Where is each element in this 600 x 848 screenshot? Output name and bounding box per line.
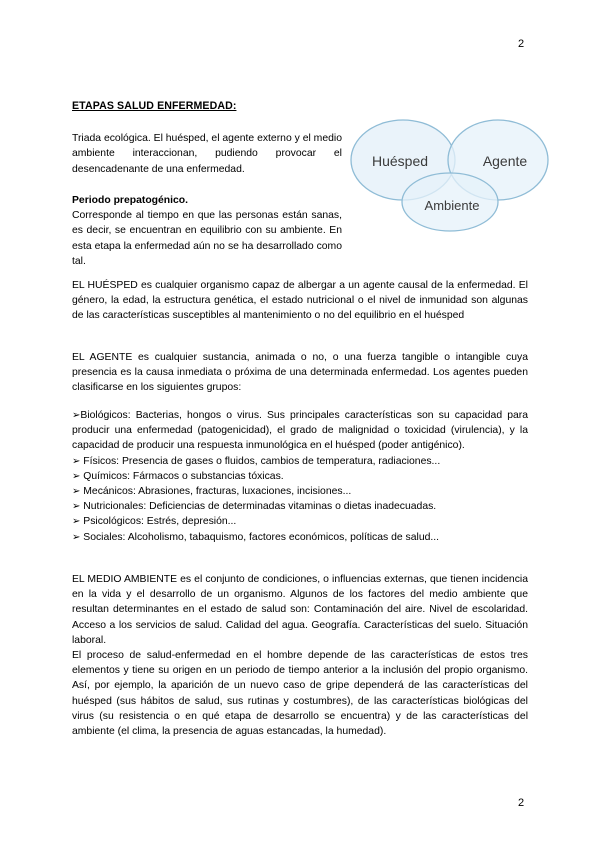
section-title: ETAPAS SALUD ENFERMEDAD: (72, 100, 237, 112)
venn-label-agente: Agente (482, 153, 528, 169)
proceso-paragraph: El proceso de salud-enfermedad en el hombre depende de las características de estos tres elementos y tiene su origen en un periodo de tiempo anterior a la inclusión del propio organismo. Así, por ejemplo, la aparición de un nuevo caso de gripe dependerá de las características del huésped (sus hábitos de salud, sus rutinas y costumbres), de las características biológicas del virus (su resistencia o en qué etapa de desarrollo se encuentra) y de las características del ambiente (el clima, la presencia de aguas estancadas, la humedad). (72, 650, 528, 738)
list-item: ➢ Mecánicos: Abrasiones, fracturas, luxaciones, incisiones... (72, 486, 352, 498)
page-number-top: 2 (518, 38, 525, 50)
ambiente-section (72, 572, 528, 739)
venn-diagram (350, 118, 550, 232)
huesped-section (72, 278, 528, 324)
venn-label-ambiente: Ambiente (424, 198, 480, 213)
agente-paragraph: EL AGENTE es cualquier sustancia, animada o no, o una fuerza tangible o intangible cuya presencia es la causa inmediata o próxima de una determinada enfermedad. Los agentes pueden clasificarse en los siguientes grupos: (72, 352, 528, 394)
huesped-paragraph: EL HUÉSPED es cualquier organismo capaz de albergar a un agente causal de la enfermedad. El género, la edad, la estructura genética, el estado nutricional o el nivel de inmunidad son algunas de las características susceptibles al mantenimiento o no del equilibrio en el huésped (72, 280, 528, 322)
prepatogenico-heading: Periodo prepatogénico. (72, 194, 189, 206)
list-item: ➢Biológicos: Bacterias, hongos o virus. Sus principales características son su capacidad para producir una enfermedad (patogenicidad), el grado de malignidad o toxicidad (virulencia), y la capacidad de producir una respuesta inmunológica en el huésped (poder antigénico). (72, 410, 528, 452)
agente-section (72, 350, 528, 396)
prepatogenico-text: Corresponde al tiempo en que las personas están sanas, es decir, se encuentran en equilibrio con su ambiente. En esta etapa la enfermedad aún no se ha desarrollado como tal. (72, 210, 342, 268)
list-item: ➢ Nutricionales: Deficiencias de determinadas vitaminas o dietas inadecuadas. (72, 501, 437, 513)
venn-label-huesped: Huésped (371, 153, 429, 169)
agent-groups-list (72, 408, 528, 545)
page-number-bottom: 2 (518, 797, 525, 809)
list-item: ➢ Físicos: Presencia de gases o fluidos, cambios de temperatura, radiaciones... (72, 455, 441, 467)
list-item: ➢ Sociales: Alcoholismo, tabaquismo, factores económicos, políticas de salud... (72, 531, 440, 543)
list-item: ➢ Psicológicos: Estrés, depresión... (72, 516, 237, 528)
list-item: ➢ Químicos: Fármacos o substancias tóxicas. (72, 470, 284, 482)
triada-text: Triada ecológica. El huésped, el agente externo y el medio ambiente interaccionan, pudiendo provocar el desencadenante de una enfermedad. (72, 133, 342, 175)
intro-column (72, 131, 342, 269)
ambiente-paragraph: EL MEDIO AMBIENTE es el conjunto de condiciones, o influencias externas, que tienen incidencia en la vida y el desarrollo de un organismo. Algunos de los factores del medio ambiente que resultan determinantes en el estado de salud son: Contaminación del aire. Nivel de escolaridad. Acceso a los servicios de salud. Calidad del agua. Geografía. Características del suelo. Situación laboral. (72, 574, 528, 646)
